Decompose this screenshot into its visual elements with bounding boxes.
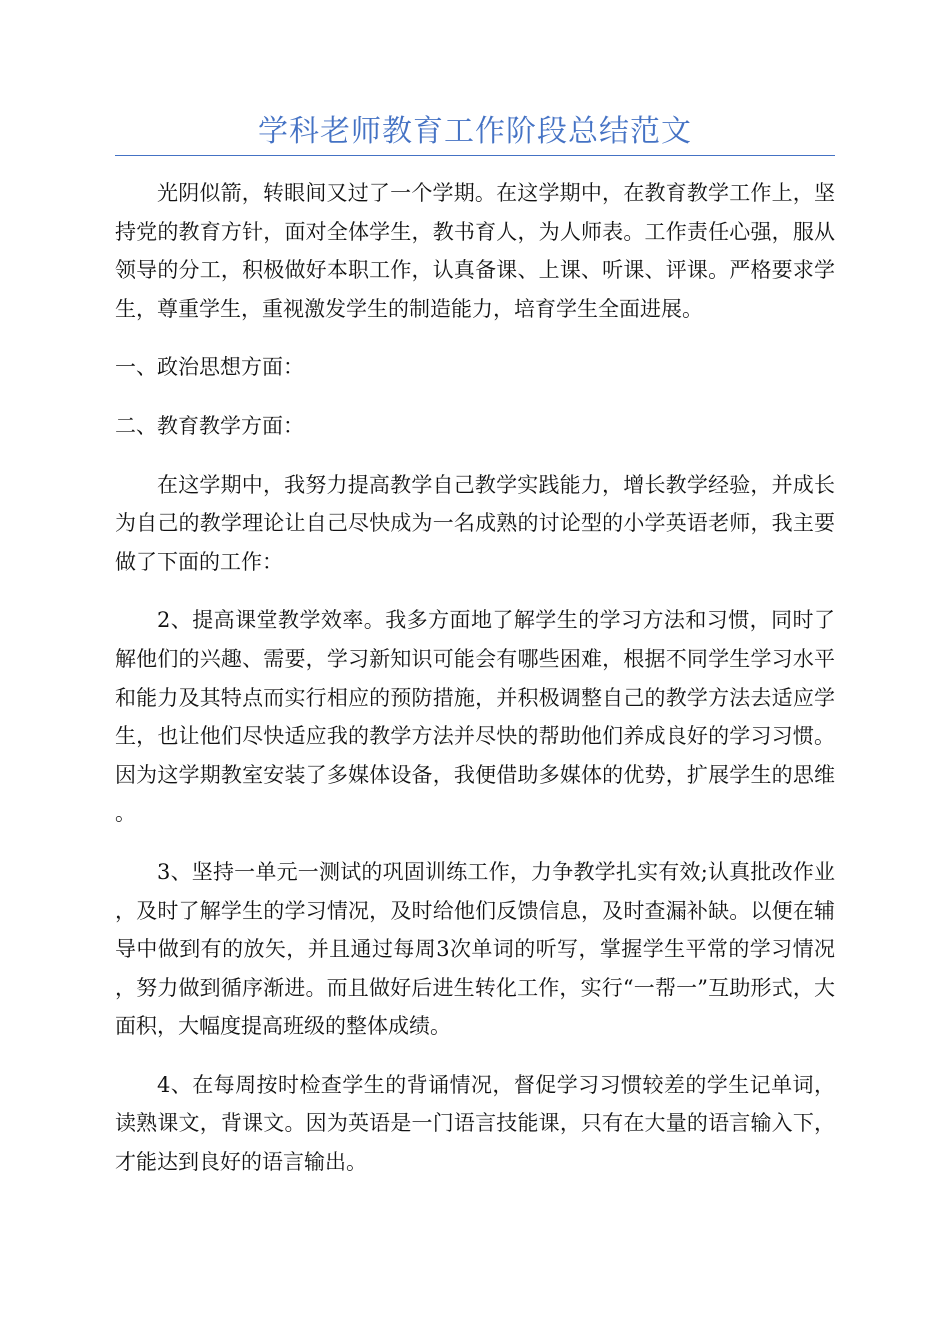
paragraph-item-3: 3、坚持一单元一测试的巩固训练工作，力争教学扎实有效;认真批改作业，及时了解学生的学习情况，及时给他们反馈信息，及时查漏补缺。以便在辅导中做到有的放矢，并且通过每周3次单词的听写，掌握学生平常的学习情况，努力做到循序渐进。而且做好后进生转化工作，实行“一帮一”互助形式，大面积，大幅度提高班级的整体成绩。 [115,859,835,1039]
paragraph-intro: 光阴似箭，转眼间又过了一个学期。在这学期中，在教育教学工作上，坚持党的教育方针，面对全体学生，教书育人，为人师表。工作责任心强，服从领导的分工，积极做好本职工作，认真备课、上课、听课、评课。严格要求学生，尊重学生，重视激发学生的制造能力，培育学生全面进展。 [115,181,835,321]
paragraph-item-2: 2、提高课堂教学效率。我多方面地了解学生的学习方法和习惯，同时了解他们的兴趣、需要，学习新知识可能会有哪些困难，根据不同学生学习水平和能力及其特点而实行相应的预防措施，并积极调整自己的教学方法去适应学生，也让他们尽快适应我的教学方法并尽快的帮助他们养成良好的学习习惯。因为这学期教室安装了多媒体设备，我便借助多媒体的优势，扩展学生的思维。 [115,608,835,826]
section-heading-teaching: 二、教育教学方面： [115,413,304,438]
title-underline [115,155,835,156]
section-heading-politics: 一、政治思想方面： [115,355,304,380]
document-body [115,174,835,1202]
document-title: 学科老师教育工作阶段总结范文 [258,114,692,149]
paragraph-teaching-intro: 在这学期中，我努力提高教学自己教学实践能力，增长教学经验，并成长为自己的教学理论让自己尽快成为一名成熟的讨论型的小学英语老师，我主要做了下面的工作： [115,472,835,574]
paragraph-item-4: 4、在每周按时检查学生的背诵情况，督促学习习惯较差的学生记单词，读熟课文，背课文。因为英语是一门语言技能课，只有在大量的语言输入下，才能达到良好的语言输出。 [115,1072,835,1175]
